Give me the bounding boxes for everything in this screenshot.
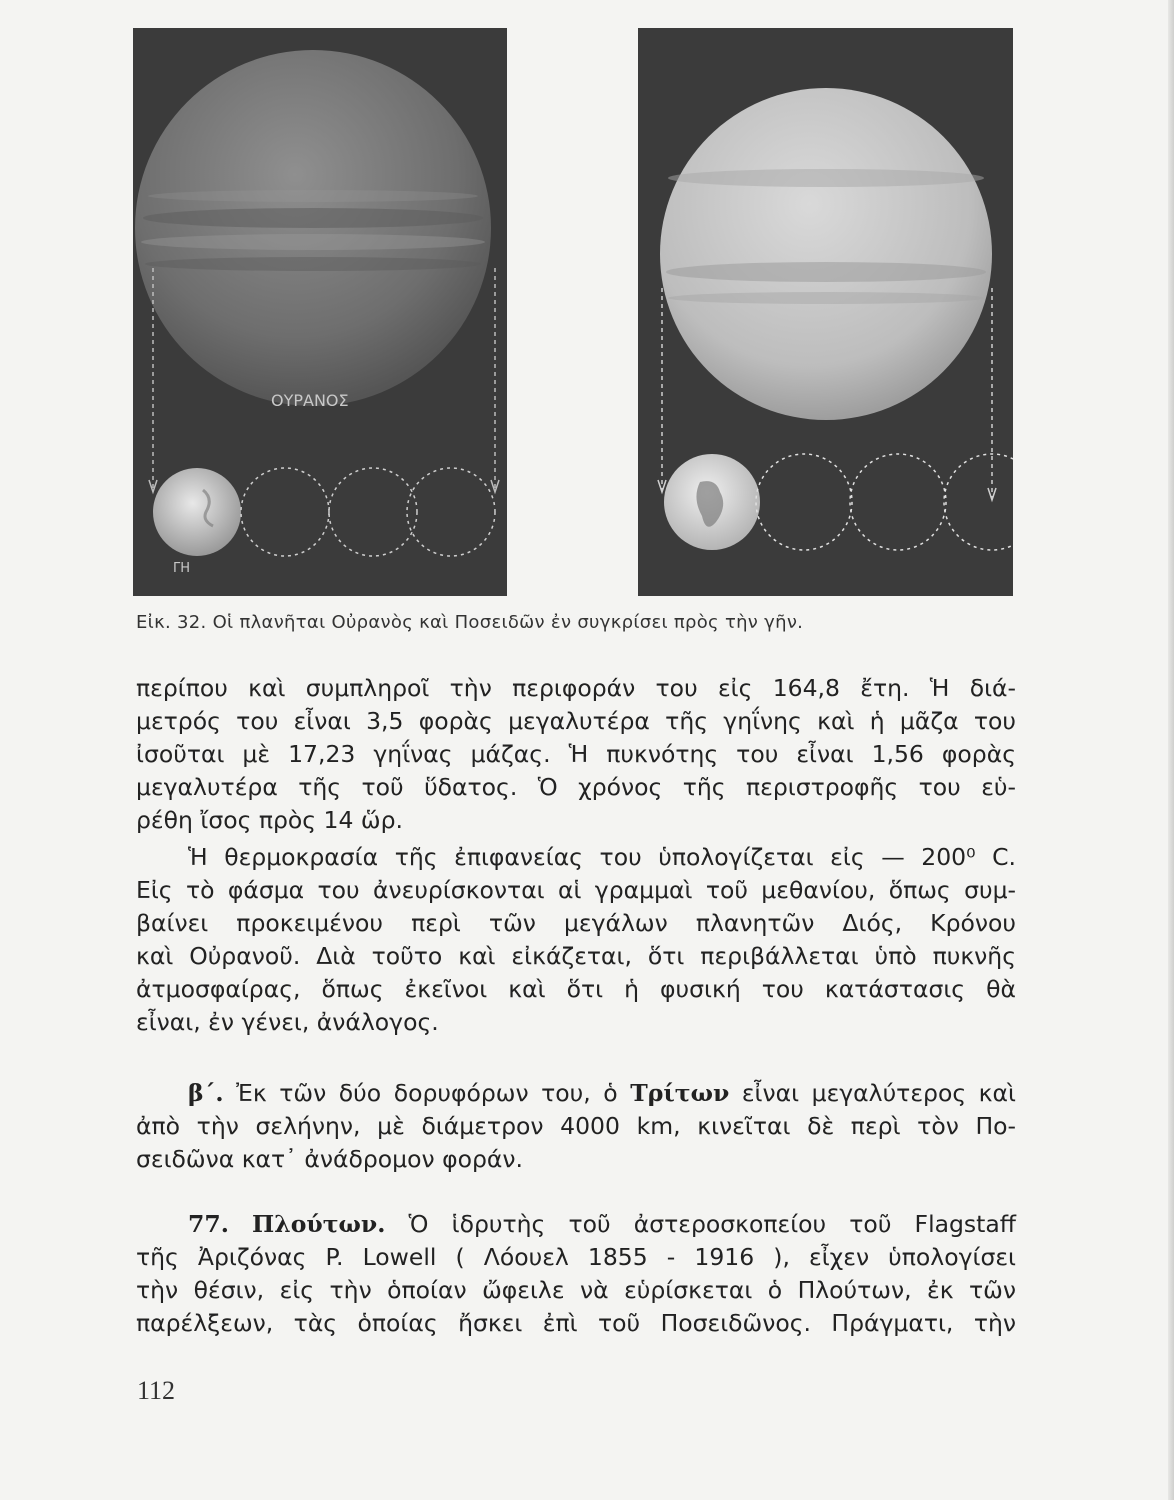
text-line: παρέλξεων, τὰς ὁποίας ἤσκει ἐπὶ τοῦ Ποσειδῶνος. Πράγματι, τὴν: [136, 1309, 1016, 1337]
text-line: ἀτμοσφαίρας, ὅπως ἐκεῖνοι καὶ ὅτι ἡ φυσική του κατάστασις θὰ: [136, 975, 1016, 1003]
text-line: ἰσοῦται μὲ 17,23 γηΐνας μάζας. Ἡ πυκνότης του εἶναι 1,56 φορὰς: [136, 740, 1016, 768]
page-edge-shadow: [1168, 0, 1174, 1500]
text-line: καὶ Οὐρανοῦ. Διὰ τοῦτο καὶ εἰκάζεται, ὅτι περιβάλλεται ὑπὸ πυκνῆς: [136, 942, 1016, 970]
uranus-label: ΟΥΡΑΝΟΣ: [271, 391, 349, 410]
triton-term: Τρίτων: [630, 1079, 730, 1107]
uranus-illustration: [133, 28, 507, 596]
text-line: Ἡ θερμοκρασία τῆς ἐπιφανείας του ὑπολογίζεται εἰς — 200⁰ C.: [188, 843, 1016, 871]
figure-caption: Εἰκ. 32. Οἱ πλανῆται Οὐρανὸς καὶ Ποσειδῶν ἐν συγκρίσει πρὸς τὴν γῆν.: [136, 612, 804, 633]
subsection-label: β΄.: [188, 1079, 224, 1107]
text-line: μετρός του εἶναι 3,5 φορὰς μεγαλυτέρα τῆς γηΐνης καὶ ἡ μᾶζα του: [136, 707, 1016, 735]
page-number: 112: [137, 1376, 176, 1405]
text-fragment: Ὁ ἱδρυτὴς τοῦ ἀστεροσκοπείου τοῦ Flagstaff: [408, 1210, 1016, 1238]
earth-disc-left: [153, 468, 241, 556]
text-line: Εἰς τὸ φάσμα του ἀνευρίσκονται αἱ γραμμαὶ τοῦ μεθανίου, ὅπως συμ-: [136, 876, 1016, 904]
neptune-disc: [660, 88, 992, 420]
text-fragment: εἶναι μεγαλύτερος καὶ: [741, 1079, 1016, 1107]
text-line: τὴν θέσιν, εἰς τὴν ὁποίαν ὤφειλε νὰ εὑρίσκεται ὁ Πλούτων, ἐκ τῶν: [136, 1276, 1016, 1304]
text-line: [136, 1077, 1016, 1110]
paragraph-3: [136, 1077, 1016, 1176]
paragraph-2: [136, 841, 1016, 1039]
text-line: τῆς Ἀριζόνας P. Lowell ( Λόουελ 1855 - 1916 ), εἶχεν ὑπολογίσει: [136, 1243, 1016, 1271]
section-77: [136, 1208, 1016, 1340]
text-line: περίπου καὶ συμπληροῖ τὴν περιφοράν του εἰς 164,8 ἔτη. Ἡ διά-: [136, 674, 1016, 702]
section-heading-line: [136, 1208, 1016, 1241]
neptune-illustration: [638, 28, 1013, 596]
section-number: 77.: [188, 1210, 229, 1238]
text-line: βαίνει προκειμένου περὶ τῶν μεγάλων πλανητῶν Διός, Κρόνου: [136, 909, 1016, 937]
text-line: εἶναι, ἐν γένει, ἀνάλογος.: [136, 1008, 439, 1036]
text-line: μεγαλυτέρα τῆς τοῦ ὕδατος. Ὁ χρόνος τῆς περιστροφῆς του εὑ-: [136, 773, 1016, 801]
earth-label: ΓΗ: [173, 561, 191, 576]
text-fragment: Ἐκ τῶν δύο δορυφόρων του, ὁ: [236, 1079, 618, 1107]
text-line: ρέθη ἴσος πρὸς 14 ὥρ.: [136, 806, 403, 834]
section-title: Πλούτων.: [252, 1210, 386, 1238]
text-line: σειδῶνα κατ᾽ ἀνάδρομον φοράν.: [136, 1145, 523, 1173]
uranus-earth-plate: [133, 28, 507, 596]
text-line: ἀπὸ τὴν σελήνην, μὲ διάμετρον 4000 km, κινεῖται δὲ περὶ τὸν Πο-: [136, 1112, 1016, 1140]
neptune-earth-plate: [638, 28, 1013, 596]
paragraph-1: [136, 672, 1016, 837]
